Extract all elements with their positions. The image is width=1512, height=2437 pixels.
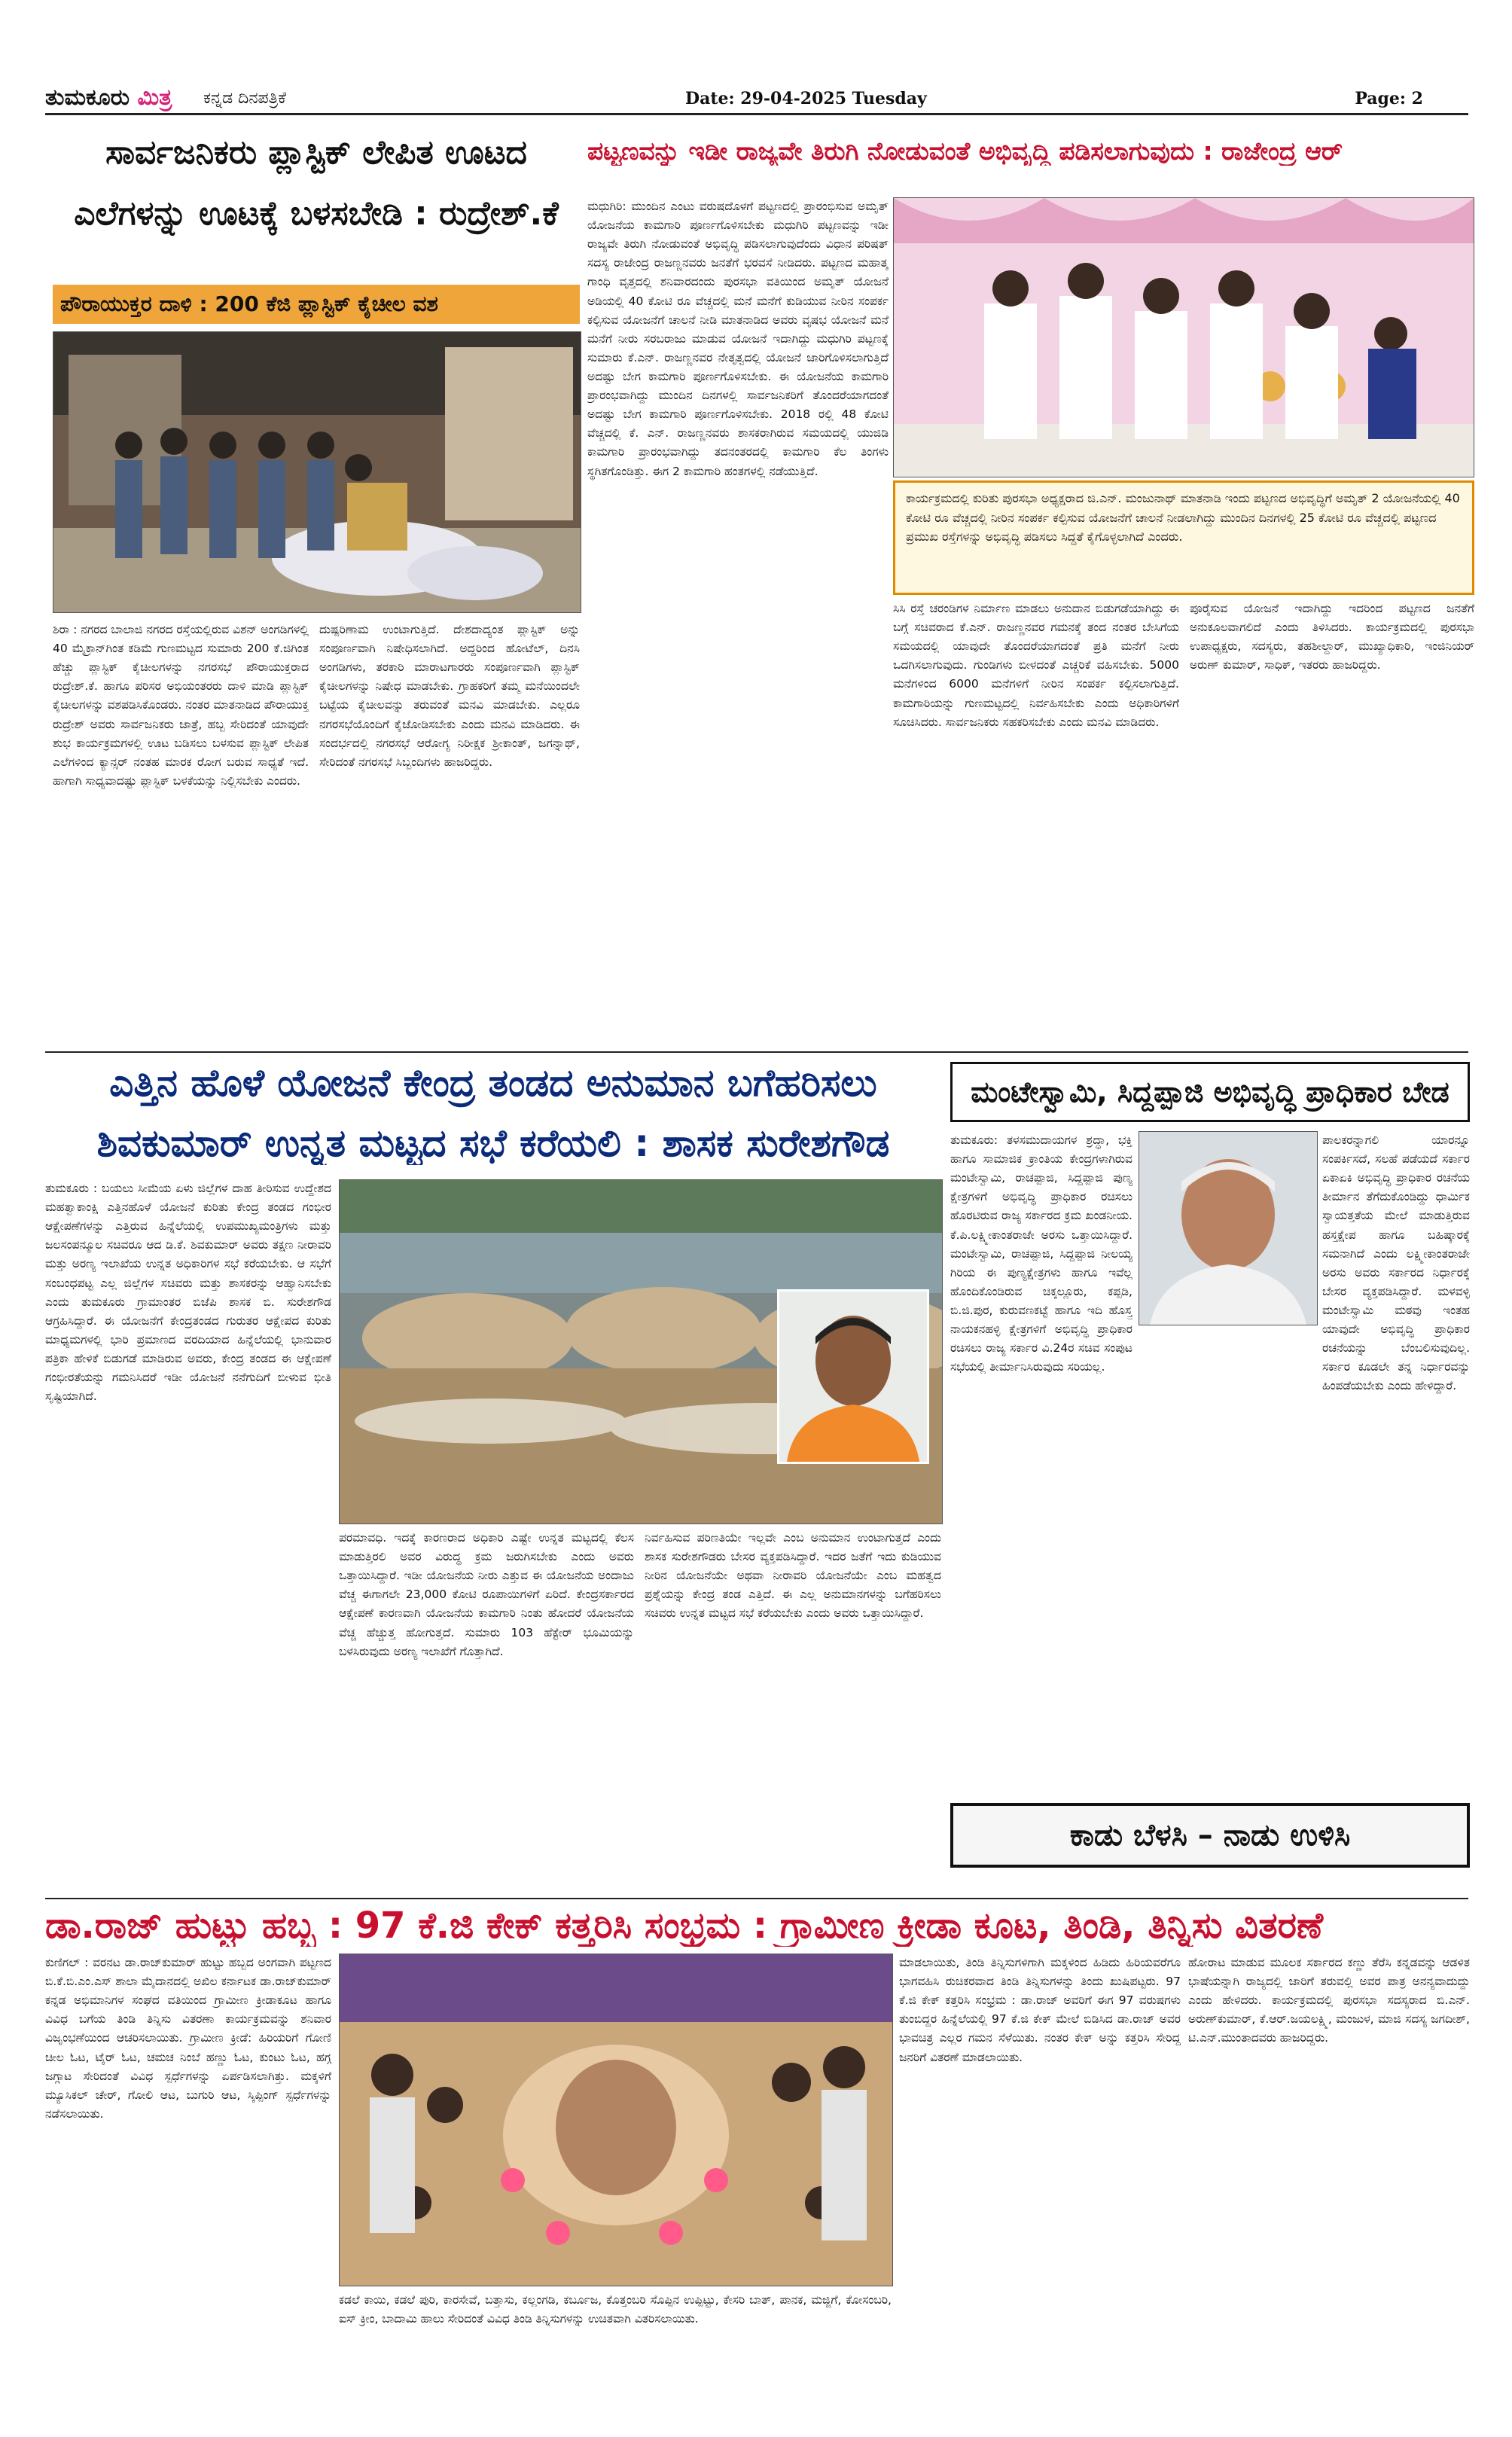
story3-column-1: ತುಮಕೂರು : ಬಯಲು ಸೀಮೆಯ ಏಳು ಜಿಲ್ಲೆಗಳ ದಾಹ ತೀರಿಸುವ ಉದ್ದೇಶದ ಮಹತ್ವಾಕಾಂಕ್ಷಿ ಎತ್ತಿನಹೊಳೆ ಯೋಜನೆ ಕುರಿತು ಕೇಂದ್ರ ತಂಡದ ಗಂಭೀರ ಆಕ್ಷೇಪಣೆಗಳನ್ನು ಎತ್ತಿರುವ ಹಿನ್ನೆಲೆಯಲ್ಲಿ ಉಪಮುಖ್ಯಮಂತ್ರಿಗಳು ಮತ್ತು ಜಲಸಂಪನ್ಮೂಲ ಸಚಿವರೂ ಆದ ಡಿ.ಕೆ. ಶಿವಕುಮಾರ್ ಅವರು ತಕ್ಷಣ ನೀರಾವರಿ ಮತ್ತು ಅರಣ್ಯ ಇಲಾಖೆಯ ಉನ್ನತ ಅಧಿಕಾರಿಗಳ ಸಭೆ ಕರೆಯಬೇಕು. ಆ ಸಭೆಗೆ ಸಂಬಂಧಪಟ್ಟ ಎಲ್ಲ ಜಿಲ್ಲೆಗಳ ಸಚಿವರು ಮತ್ತು ಶಾಸಕರನ್ನು ಆಹ್ವಾನಿಸಬೇಕು ಎಂದು ತುಮಕೂರು ಗ್ರಾಮಾಂತರ ಬಿಜೆಪಿ ಶಾಸಕ ಬಿ. ಸುರೇಶಗೌಡ ಆಗ್ರಹಿಸಿದ್ದಾರೆ. ಈ ಯೋಜನೆಗೆ ಕೇಂದ್ರತಂಡದ ಗುರುತರ ಆಕ್ಷೇಪದ ಕುರಿತು ಮಾಧ್ಯಮಗಳಲ್ಲಿ ಭಾರಿ ಪ್ರಮಾಣದ ವರದಿಯಾದ ಹಿನ್ನೆಲೆಯಲ್ಲಿ ಭಾನುವಾರ ಪತ್ರಿಕಾ ಹೇಳಿಕೆ ಬಿಡುಗಡೆ ಮಾಡಿರುವ ಅವರು, ಕೇಂದ್ರ ತಂಡದ ಈ ಆಕ್ಷೇಪಣೆ ಗಂಭೀರತೆಯನ್ನು ಗಮನಿಸಿದರೆ ಇಡೀ ಯೋಜನೆ ನನೆಗುದಿಗೆ ಬೀಳುವ ಭೀತಿ ಸೃಷ್ಟಿಯಾಗಿದೆ. [45, 1182, 331, 1404]
section-divider-1 [45, 1051, 1468, 1053]
story2-column-middle: ಸಿಸಿ ರಸ್ತೆ ಚರಂಡಿಗಳ ನಿರ್ಮಾಣ ಮಾಡಲು ಅನುದಾನ ಬಿಡುಗಡೆಯಾಗಿದ್ದು ಈ ಬಗ್ಗೆ ಸಚಿವರಾದ ಕೆ.ಎನ್. ರಾಜಣ್ಣನವರ ಗಮನಕ್ಕೆ ತಂದ ನಂತರ ಬೇಸಿಗೆಯ ಸಮಯದಲ್ಲಿ ಯಾವುದೇ ತೊಂದರೆಯಾಗದಂತೆ ಪ್ರತಿ ಮನೆಗೆ ನೀರು ಒದಗಿಸಲಾಗುವುದು. ಗುಂಡಿಗಳು ಬೀಳದಂತೆ ಎಚ್ಚರಿಕೆ ವಹಿಸಬೇಕು. 5000 ಮನೆಗಳಿಂದ 6000 ಮನೆಗಳಿಗೆ ನೀರಿನ ಸಂಪರ್ಕ ಕಲ್ಪಿಸಲಾಗುತ್ತಿದೆ. ಕಾಮಗಾರಿಯನ್ನು ಗುಣಮಟ್ಟದಲ್ಲಿ ನಿರ್ವಹಿಸಬೇಕು ಎಂದು ಅಧಿಕಾರಿಗಳಿಗೆ ಸೂಚಿಸಿದರು. ಸಾರ್ವಜನಿಕರು ಸಹಕರಿಸಬೇಕು ಎಂದು ಮನವಿ ಮಾಡಿದರು. [893, 602, 1179, 729]
story5-headline: ಡಾ.ರಾಜ್ ಹುಟ್ಟು ಹಬ್ಬ : 97 ಕೆ.ಜಿ ಕೇಕ್ ಕತ್ತರಿಸಿ ಸಂಭ್ರಮ : ಗ್ರಾಮೀಣ ಕ್ರೀಡಾ ಕೂಟ, ತಿಂಡಿ, ತಿನ್ನಿಸು ವಿತರಣೆ [45, 1905, 1323, 1947]
plastic-seizure-photo-image [53, 332, 581, 612]
story4-column-2: ಪಾಲಕರನ್ನಾಗಲಿ ಯಾರನ್ನೂ ಸಂಪರ್ಕಿಸದೆ, ಸಲಹೆ ಪಡೆಯದೆ ಸರ್ಕಾರ ಏಕಾಏಕಿ ಅಭಿವೃದ್ಧಿ ಪ್ರಾಧಿಕಾರ ರಚನೆಯ ತೀರ್ಮಾನ ತೆಗೆದುಕೊಂಡಿದ್ದು ಧಾರ್ಮಿಕ ಸ್ವಾಯತ್ತತೆಯ ಮೇಲೆ ಮಾಡುತ್ತಿರುವ ಹಸ್ತಕ್ಷೇಪ ಹಾಗೂ ಬಹಿಷ್ಕಾರಕ್ಕೆ ಸಮನಾಗಿದೆ ಎಂದು ಲಕ್ಷ್ಮೀಕಾಂತರಾಜೇ ಅರಸು ಅವರು ಸರ್ಕಾರದ ನಿರ್ಧಾರಕ್ಕೆ ಬೇಸರ ವ್ಯಕ್ತಪಡಿಸಿದ್ದಾರೆ. ಮಳವಳ್ಳಿ ಮಂಟೇಸ್ವಾಮಿ ಮಠವು ಇಂತಹ ಯಾವುದೇ ಅಭಿವೃದ್ಧಿ ಪ್ರಾಧಿಕಾರ ರಚನೆಯನ್ನು ಬೆಂಬಲಿಸುವುದಿಲ್ಲ. ಸರ್ಕಾರ ಕೂಡಲೇ ತನ್ನ ನಿರ್ಧಾರವನ್ನು ಹಿಂಪಡೆಯಬೇಕು ಎಂದು ಹೇಳಿದ್ದಾರೆ. [1322, 1133, 1470, 1393]
story5-column-3: ಮಾಡಲಾಯಿತು, ತಿಂಡಿ ತಿನ್ನಿಸುಗಳಿಗಾಗಿ ಮಕ್ಕಳಿಂದ ಹಿಡಿದು ಹಿರಿಯವರೆಗೂ ಭಾಗವಹಿಸಿ ರುಚಿಕರವಾದ ತಿಂಡಿ ತಿನ್ನಿಸುಗಳನ್ನು ತಿಂದು ಖುಷಿಪಟ್ಟರು. 97 ಕೆ.ಜಿ ಕೇಕ್ ಕತ್ತರಿಸಿ ಸಂಭ್ರಮ : ಡಾ.ರಾಜ್ ಅವರಿಗೆ ಈಗ 97 ವರುಷಗಳು ತುಂಬಿದ್ದರ ಹಿನ್ನೆಲೆಯಲ್ಲಿ 97 ಕೆ.ಜಿ ಕೇಕ್ ಮೇಲೆ ಬಿಡಿಸಿದ ಡಾ.ರಾಜ್ ಅವರ ಭಾವಚಿತ್ರ ಎಲ್ಲರ ಗಮನ ಸೆಳೆಯಿತು. ನಂತರ ಕೇಕ್ ಅನ್ನು ಕತ್ತರಿಸಿ ಸೇರಿದ್ದ ಜನರಿಗೆ ವಿತರಣೆ ಮಾಡಲಾಯಿತು. [899, 1956, 1181, 2064]
story5-column-1: ಕುಣಿಗಲ್ : ವರನಟ ಡಾ.ರಾಜ್‌ಕುಮಾರ್ ಹುಟ್ಟು ಹಬ್ಬದ ಅಂಗವಾಗಿ ಪಟ್ಟಣದ ಬಿ.ಕೆ.ಬಿ.ಎಂ.ಎಸ್ ಶಾಲಾ ಮೈದಾನದಲ್ಲಿ ಅಖಿಲ ಕರ್ನಾಟಕ ಡಾ.ರಾಜ್‌ಕುಮಾರ್ ಕನ್ನಡ ಅಭಿಮಾನಿಗಳ ಸಂಘದ ವತಿಯಿಂದ ಗ್ರಾಮೀಣ ಕ್ರೀಡಾಕೂಟ ಹಾಗೂ ವಿವಿಧ ಬಗೆಯ ತಿಂಡಿ ತಿನ್ನಿಸು ವಿತರಣಾ ಕಾರ್ಯಕ್ರಮವನ್ನು ಶನಿವಾರ ವಿಜೃಂಭಣೆಯಿಂದ ಆಚರಿಸಲಾಯಿತು. ಗ್ರಾಮೀಣ ಕ್ರೀಡೆ: ಹಿರಿಯರಿಗೆ ಗೋಣಿ ಚೀಲ ಓಟ, ಟೈರ್ ಓಟ, ಚಮಚ ನಿಂಬೆ ಹಣ್ಣು ಓಟ, ಕುಂಟು ಓಟ, ಹಗ್ಗ ಜಗ್ಗಾಟ ಸೇರಿದಂತೆ ವಿವಿಧ ಸ್ಪರ್ಧೆಗಳನ್ನು ಏರ್ಪಡಿಸಲಾಗಿತ್ತು. ಮಕ್ಕಳಿಗೆ ಮ್ಯೂಸಿಕಲ್ ಚೇರ್, ಗೋಲಿ ಆಟ, ಬುಗುರಿ ಆಟ, ಸ್ಕಿಪ್ಪಿಂಗ್ ಸ್ಪರ್ಧೆಗಳನ್ನು ನಡೆಸಲಾಯಿತು. [45, 1956, 331, 2121]
birthday-celebration-photo-image [340, 1954, 892, 2286]
event-inauguration-photo [893, 197, 1474, 477]
story1-headline: ಸಾರ್ವಜನಿಕರು ಪ್ಲಾಸ್ಟಿಕ್ ಲೇಪಿತ ಊಟದ ಎಲೆಗಳನ್ನು ಊಟಕ್ಕೆ ಬಳಸಬೇಡಿ : ರುದ್ರೇಶ್.ಕೆ [74, 133, 559, 233]
masthead-divider [45, 113, 1468, 115]
mla-portrait-photo [777, 1289, 929, 1464]
seer-portrait-photo [1139, 1131, 1318, 1325]
story2-headline: ಪಟ್ಟಣವನ್ನು ಇಡೀ ರಾಜ್ಯವೇ ತಿರುಗಿ ನೋಡುವಂತೆ ಅಭಿವೃದ್ಧಿ ಪಡಿಸಲಾಗುವುದು : ರಾಜೇಂದ್ರ ಆರ್ [587, 137, 1343, 166]
story5-column-2: ಕಡಲೆ ಕಾಯಿ, ಕಡಲೆ ಪುರಿ, ಕಾರಸೇವೆ, ಬತ್ತಾಸು, ಕಲ್ಲಂಗಡಿ, ಕರ್ಬೂಜ, ಕೊತ್ತಂಬರಿ ಸೊಪ್ಪಿನ ಉಪ್ಪಿಟ್ಟು, ಕೇಸರಿ ಬಾತ್, ಪಾನಕ, ಮಜ್ಜಿಗೆ, ಕೋಸಂಬರಿ, ಐಸ್ ಕ್ರೀಂ, ಬಾದಾಮಿ ಹಾಲು ಸೇರಿದಂತೆ ವಿವಿಧ ತಿಂಡಿ ತಿನ್ನಿಸುಗಳನ್ನು ಉಚಿತವಾಗಿ ವಿತರಿಸಲಾಯಿತು. [339, 2293, 892, 2326]
section-divider-2 [45, 1898, 1468, 1899]
story5-column-4: ಹೋರಾಟ ಮಾಡುವ ಮೂಲಕ ಸರ್ಕಾರದ ಕಣ್ಣು ತೆರೆಸಿ ಕನ್ನಡವನ್ನು ಆಡಳಿತ ಭಾಷೆಯನ್ನಾಗಿ ರಾಜ್ಯದಲ್ಲಿ ಜಾರಿಗೆ ತರುವಲ್ಲಿ ಅವರ ಪಾತ್ರ ಅನನ್ಯವಾದುದ್ದು ಎಂದು ಹೇಳಿದರು. ಕಾರ್ಯಕ್ರಮದಲ್ಲಿ ಪುರಸಭಾ ಸದಸ್ಯರಾದ ಬಿ.ಎನ್. ಅರುಣ್‌ಕುಮಾರ್, ಕೆ.ಆರ್.ಜಯಲಕ್ಷ್ಮಿ, ಮಂಜುಳ, ಮಾಜಿ ಸದಸ್ಯ ಜಗದೀಶ್, ಟಿ.ಎನ್.ಮುಂತಾದವರು ಹಾಜರಿದ್ದರು. [1188, 1956, 1470, 2045]
story4-column-1: ತುಮಕೂರು: ತಳಸಮುದಾಯಗಳ ಶ್ರದ್ಧಾ, ಭಕ್ತಿ ಹಾಗೂ ಸಾಮಾಜಿಕ ಕ್ರಾಂತಿಯ ಕೇಂದ್ರಗಳಾಗಿರುವ ಮಂಟೇಸ್ವಾಮಿ, ರಾಚಪ್ಪಾಜಿ, ಸಿದ್ದಪ್ಪಾಜಿ ಪುಣ್ಯ ಕ್ಷೇತ್ರಗಳಿಗೆ ಅಭಿವೃದ್ಧಿ ಪ್ರಾಧಿಕಾರ ರಚಿಸಲು ಹೊರಟಿರುವ ರಾಜ್ಯ ಸರ್ಕಾರದ ಕ್ರಮ ಖಂಡನೀಯ. ಕೆ.ಪಿ.ಲಕ್ಷ್ಮೀಕಾಂತರಾಜೇ ಅರಸು ಒತ್ತಾಯಿಸಿದ್ದಾರೆ. ಮಂಟೇಸ್ವಾಮಿ, ರಾಚಪ್ಪಾಜಿ, ಸಿದ್ದಪ್ಪಾಜಿ ನೀಲಯ್ಯ ಗಿರಿಯ ಈ ಪುಣ್ಯಕ್ಷೇತ್ರಗಳು ಹಾಗೂ ಇವೆಲ್ಲ ಹೊಂದಿಕೊಂಡಿರುವ ಚಿಕ್ಕಲ್ಲೂರು, ಕಪ್ಪಡಿ, ಬಿ.ಜಿ.ಪುರ, ಕುರುವಣಕಟ್ಟೆ ಹಾಗೂ ಇದಿ ಹೊಸ್ತ್ರ ನಾಯಕನಹಳ್ಳಿ ಕ್ಷೇತ್ರಗಳಿಗೆ ಅಭಿವೃದ್ಧಿ ಪ್ರಾಧಿಕಾರ ರಚಿಸಲು ರಾಜ್ಯ ಸರ್ಕಾರ ವಿ.24ರ ಸಚಿವ ಸಂಪುಟ ಸಭೆಯಲ್ಲಿ ತೀರ್ಮಾನಿಸಿರುವುದು ಸರಿಯಲ್ಲ. [950, 1133, 1132, 1374]
newspaper-logo: ತುಮಕೂರು ಮಿತ್ರ [45, 84, 172, 111]
story2-column-left: ಮಧುಗಿರಿ: ಮುಂದಿನ ಎಂಟು ವರುಷದೊಳಗೆ ಪಟ್ಟಣದಲ್ಲಿ ಪ್ರಾರಂಭಿಸುವ ಅಮೃತ್ ಯೋಜನೆಯ ಕಾಮಗಾರಿ ಪೂರ್ಣಗೊಳಿಸಬೇಕು ಮಧುಗಿರಿ ಪಟ್ಟಣವನ್ನು ಇಡೀ ರಾಜ್ಯವೇ ತಿರುಗಿ ನೋಡುವಂತೆ ಅಭಿವೃದ್ಧಿ ಪಡಿಸಲಾಗುವುದೆಂದು ವಿಧಾನ ಪರಿಷತ್ ಸದಸ್ಯ ರಾಜೇಂದ್ರ ರಾಜಣ್ಣನವರು ಜನತೆಗೆ ಭರವಸೆ ನೀಡಿದರು. ಪಟ್ಟಣದ ಮಹಾತ್ಮ ಗಾಂಧಿ ವೃತ್ತದಲ್ಲಿ ಶನಿವಾರದಂದು ಪುರಸಭಾ ವತಿಯಿಂದ ಅಮೃತ್ ಯೋಜನೆ ಅಡಿಯಲ್ಲಿ 40 ಕೋಟಿ ರೂ ವೆಚ್ಚದಲ್ಲಿ ಮನೆ ಮನೆಗೆ ಕುಡಿಯುವ ನೀರಿನ ಸಂಪರ್ಕ ಕಲ್ಪಿಸುವ ಯೋಜನೆಗೆ ಚಾಲನೆ ನೀಡಿ ಮಾತನಾಡಿದ ಅವರು ವೃಷಭ ಯೋಜನೆ ಮನೆ ಮನೆಗೆ ನೀರು ಸರಬರಾಜು ಮಾಡುವ ಯೋಜನೆ ಇದಾಗಿದ್ದು ಮಧುಗಿರಿ ಪಟ್ಟಣಕ್ಕೆ ಸುಮಾರು ಕೆ.ಎನ್. ರಾಜಣ್ಣನವರ ನೇತೃತ್ವದಲ್ಲಿ ಯೋಜನೆ ಜಾರಿಗೊಳಿಸಲಾಗುತ್ತಿದೆ ಅದಷ್ಟು ಬೇಗ ಕಾಮಗಾರಿ ಪೂರ್ಣಗೊಳಿಸಬೇಕು. ಈ ಯೋಜನೆಯ ಕಾಮಗಾರಿ ಪ್ರಾರಂಭವಾಗಿದ್ದು ಮುಂದಿನ ದಿನಗಳಲ್ಲಿ ಸಾರ್ವಜನಿಕರಿಗೆ ತೊಂದರೆಯಾಗದಂತೆ ಅದಷ್ಟು ಬೇಗ ಕಾಮಗಾರಿ ಪೂರ್ಣಗೊಳಿಸಬೇಕು. 2018 ರಲ್ಲಿ 48 ಕೋಟಿ ವೆಚ್ಚದಲ್ಲಿ ಕೆ. ಎನ್. ರಾಜಣ್ಣನವರು ಶಾಸಕರಾಗಿರುವ ಸಮಯದಲ್ಲಿ ಯುಜಿಡಿ ಕಾಮಗಾರಿ ಪ್ರಾರಂಭವಾಗಿದ್ದು ತದನಂತರದಲ್ಲಿ ಕಾಮಗಾರಿ ಕೆಲ ತಿಂಗಳು ಸ್ಥಗಿತಗೊಂಡಿತ್ತು. ಈಗ 2 ಕಾಮಗಾರಿ ಹಂತಗಳಲ್ಲಿ ನಡೆಯುತ್ತಿದೆ. [587, 200, 889, 478]
story1-column-2: ದುಷ್ಪರಿಣಾಮ ಉಂಟಾಗುತ್ತಿದೆ. ದೇಶದಾದ್ಯಂತ ಪ್ಲಾಸ್ಟಿಕ್ ಅನ್ನು ಸಂಪೂರ್ಣವಾಗಿ ನಿಷೇಧಿಸಲಾಗಿದೆ. ಅದ್ದರಿಂದ ಹೋಟೆಲ್, ದಿನಸಿ ಅಂಗಡಿಗಳು, ತರಕಾರಿ ಮಾರಾಟಗಾರರು ಸಂಪೂರ್ಣವಾಗಿ ಪ್ಲಾಸ್ಟಿಕ್ ಕೈಚೀಲಗಳನ್ನು ನಿಷೇಧ ಮಾಡಬೇಕು. ಗ್ರಾಹಕರಿಗೆ ತಮ್ಮ ಮನೆಯಿಂದಲೇ ಬಟ್ಟೆಯ ಕೈಚೀಲವನ್ನು ತರುವಂತೆ ಮನವಿ ಮಾಡಬೇಕು. ಎಲ್ಲರೂ ನಗರಸಭೆಯೊಂದಿಗೆ ಕೈಜೋಡಿಸಬೇಕು ಎಂದು ಮನವಿ ಮಾಡಿದರು. ಈ ಸಂದರ್ಭದಲ್ಲಿ ನಗರಸಭೆ ಆರೋಗ್ಯ ನಿರೀಕ್ಷಕ ಶ್ರೀಕಾಂತ್, ಜಗನ್ನಾಥ್, ಸೇರಿದಂತೆ ನಗರಸಭೆ ಸಿಬ್ಬಂದಿಗಳು ಹಾಜರಿದ್ದರು. [319, 623, 580, 769]
story4-headline-box [950, 1062, 1470, 1122]
event-inauguration-photo-image [894, 198, 1474, 477]
story2-photo-caption: ಕಾರ್ಯಕ್ರಮದಲ್ಲಿ ಕುರಿತು ಪುರಸಭಾ ಅಧ್ಯಕ್ಷರಾದ ಜಿ.ಎನ್. ಮಂಜುನಾಥ್ ಮಾತನಾಡಿ ಇಂದು ಪಟ್ಟಣದ ಅಭಿವೃದ್ಧಿಗೆ ಅಮೃತ್ 2 ಯೋಜನೆಯಲ್ಲಿ 40 ಕೋಟಿ ರೂ ವೆಚ್ಚದಲ್ಲಿ ನೀರಿನ ಸಂಪರ್ಕ ಕಲ್ಪಿಸುವ ಯೋಜನೆಗೆ ಚಾಲನೆ ನೀಡಲಾಗಿದ್ದು ಮುಂದಿನ ದಿನಗಳಲ್ಲಿ 25 ಕೋಟಿ ರೂ ವೆಚ್ಚದಲ್ಲಿ ಪಟ್ಟಣದ ಪ್ರಮುಖ ರಸ್ತೆಗಳನ್ನು ಅಭಿವೃದ್ಧಿ ಪಡಿಸಲು ಸಿದ್ದತೆ ಕೈಗೊಳ್ಳಲಾಗಿದೆ ಎಂದರು. [893, 480, 1474, 595]
mla-portrait-image [779, 1292, 927, 1462]
story4-headline: ಮಂಟೇಸ್ವಾಮಿ, ಸಿದ್ದಪ್ಪಾಜಿ ಅಭಿವೃದ್ಧಿ ಪ್ರಾಧಿಕಾರ ಬೇಡ [971, 1075, 1450, 1109]
story3-column-2: ಪರಮಾವಧಿ. ಇದಕ್ಕೆ ಕಾರಣರಾದ ಅಧಿಕಾರಿ ಎಷ್ಟೇ ಉನ್ನತ ಮಟ್ಟದಲ್ಲಿ ಕೆಲಸ ಮಾಡುತ್ತಿರಲಿ ಅವರ ವಿರುದ್ಧ ಕ್ರಮ ಜರುಗಿಸಬೇಕು ಎಂದು ಅವರು ಒತ್ತಾಯಿಸಿದ್ದಾರೆ. ಇಡೀ ಯೋಜನೆಯ ನೀರು ಎತ್ತುವ ಈ ಯೋಜನೆಯ ಅಂದಾಜು ವೆಚ್ಚ ಈಗಾಗಲೇ 23,000 ಕೋಟಿ ರೂಪಾಯಿಗಳಿಗೆ ಏರಿದೆ. ಕೇಂದ್ರಸರ್ಕಾರದ ಆಕ್ಷೇಪಣೆ ಕಾರಣವಾಗಿ ಯೋಜನೆಯ ಕಾಮಗಾರಿ ನಿಂತು ಹೋದರೆ ಯೋಜನೆಯ ವೆಚ್ಚ ಹೆಚ್ಚುತ್ತ ಹೋಗುತ್ತದೆ. ಸುಮಾರು 103 ಹೆಕ್ಟೇರ್ ಭೂಮಿಯನ್ನು ಬಳಸಿರುವುದು ಅರಣ್ಯ ಇಲಾಖೆಗೆ ಗೊತ್ತಾಗಿದೆ. [339, 1531, 634, 1658]
page-number: Page: 2 [1355, 89, 1423, 108]
story1-subhead: ಪೌರಾಯುಕ್ತರ ದಾಳಿ : 200 ಕೆಜಿ ಪ್ಲಾಸ್ಟಿಕ್ ಕೈಚೀಲ ವಶ [53, 285, 580, 324]
seer-portrait-image [1139, 1132, 1317, 1325]
story3-column-3: ನಿರ್ವಹಿಸುವ ಪರಿಣತಿಯೇ ಇಲ್ಲವೇ ಎಂಬ ಅನುಮಾನ ಉಂಟಾಗುತ್ತದೆ ಎಂದು ಶಾಸಕ ಸುರೇಶಗೌಡರು ಬೇಸರ ವ್ಯಕ್ತಪಡಿಸಿದ್ದಾರೆ. ಇದರ ಜತೆಗೆ ಇದು ಕುಡಿಯುವ ನೀರಿನ ಯೋಜನೆಯೇ ಅಥವಾ ನೀರಾವರಿ ಯೋಜನೆಯೇ ಎಂಬ ಮಹತ್ವದ ಪ್ರಶ್ನೆಯನ್ನು ಕೇಂದ್ರ ತಂಡ ಎತ್ತಿದೆ. ಈ ಎಲ್ಲ ಅನುಮಾನಗಳನ್ನು ಬಗೆಹರಿಸಲು ಸಚಿವರು ಉನ್ನತ ಮಟ್ಟದ ಸಭೆ ಕರೆಯಬೇಕು ಎಂದು ಅವರು ಒತ್ತಾಯಿಸಿದ್ದಾರೆ. [645, 1531, 941, 1621]
masthead [45, 84, 1468, 114]
story1-column-1: ಶಿರಾ : ನಗರದ ಬಾಲಾಜಿ ನಗರದ ರಸ್ತೆಯಲ್ಲಿರುವ ವಿಶನ್ ಅಂಗಡಿಗಳಲ್ಲಿ 40 ಮೈಕ್ರಾನ್‌ಗಿಂತ ಕಡಿಮೆ ಗುಣಮಟ್ಟದ ಸುಮಾರು 200 ಕೆ.ಜಿಗಿಂತ ಹೆಚ್ಚು ಪ್ಲಾಸ್ಟಿಕ್ ಕೈಚೀಲಗಳನ್ನು ನಗರಸಭೆ ಪೌರಾಯುಕ್ತರಾದ ರುದ್ರೇಶ್.ಕೆ. ಹಾಗೂ ಪರಿಸರ ಅಭಿಯಂತರರು ದಾಳಿ ಮಾಡಿ ಪ್ಲಾಸ್ಟಿಕ್ ಕೈಚೀಲಗಳನ್ನು ವಶಪಡಿಸಿಕೊಂಡರು. ನಂತರ ಮಾತನಾಡಿದ ಪೌರಾಯುಕ್ತ ರುದ್ರೇಶ್ ಅವರು ಸಾರ್ವಜನಿಕರು ಜಾತ್ರೆ, ಹಬ್ಬ ಸೇರಿದಂತೆ ಯಾವುದೇ ಶುಭ ಕಾರ್ಯಕ್ರಮಗಳಲ್ಲಿ ಊಟ ಬಡಿಸಲು ಬಳಸುವ ಪ್ಲಾಸ್ಟಿಕ್ ಲೇಪಿತ ಎಲೆಗಳಿಂದ ಕ್ಯಾನ್ಸರ್ ನಂತಹ ಮಾರಕ ರೋಗ ಬರುವ ಸಾಧ್ಯತೆ ಇದೆ. ಹಾಗಾಗಿ ಸಾಧ್ಯವಾದಷ್ಟು ಪ್ಲಾಸ್ಟಿಕ್ ಬಳಕೆಯನ್ನು ನಿಲ್ಲಿಸಬೇಕು ಎಂದರು. [53, 623, 309, 788]
newspaper-subtitle: ಕನ್ನಡ ದಿನಪತ್ರಿಕೆ [203, 89, 287, 108]
story2-column-right: ಪೂರೈಸುವ ಯೋಜನೆ ಇದಾಗಿದ್ದು ಇದರಿಂದ ಪಟ್ಟಣದ ಜನತೆಗೆ ಅನುಕೂಲವಾಗಲಿದೆ ಎಂದು ತಿಳಿಸಿದರು. ಕಾರ್ಯಕ್ರಮದಲ್ಲಿ ಪುರಸಭಾ ಉಪಾಧ್ಯಕ್ಷರು, ಸದಸ್ಯರು, ತಹಶೀಲ್ದಾರ್, ಮುಖ್ಯಾಧಿಕಾರಿ, ಇಂಜಿನಿಯರ್ ಅರುಣ್ ಕುಮಾರ್, ಸಾಧಿಕ್, ಇತರರು ಹಾಜರಿದ್ದರು. [1190, 602, 1474, 673]
issue-date: Date: 29-04-2025 Tuesday [685, 89, 927, 108]
birthday-celebration-photo [339, 1954, 893, 2286]
story3-headline: ಎತ್ತಿನ ಹೊಳೆ ಯೋಜನೆ ಕೇಂದ್ರ ತಂಡದ ಅನುಮಾನ ಬಗೆಹರಿಸಲು ಶಿವಕುಮಾರ್ ಉನ್ನತ ಮಟ್ಟದ ಸಭೆ ಕರೆಯಲಿ : ಶಾಸಕ ಸುರೇಶಗೌಡ [96, 1062, 890, 1165]
slogan-box: ಕಾಡು ಬೆಳಸಿ – ನಾಡು ಉಳಿಸಿ [950, 1803, 1470, 1868]
plastic-seizure-photo [53, 331, 581, 613]
